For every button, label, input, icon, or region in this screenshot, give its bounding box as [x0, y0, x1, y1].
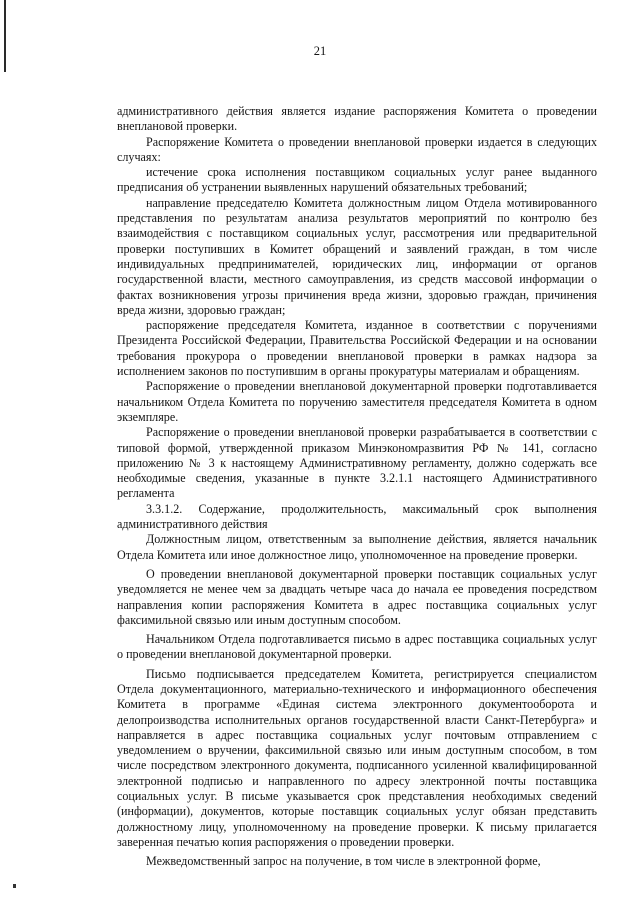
- paragraph: административного действия является издание распоряжения Комитета о проведении внеплановой проверки.: [117, 104, 597, 134]
- paragraph: Распоряжение о проведении внеплановой проверки разрабатывается в соответствии с типовой формой, утвержденной приказом Минэкономразвития РФ № 141, согласно приложению № 3 к настоящему Административному регламенту, должно содержать все необходимые сведения, указанные в пункте 3.2.1.1 настоящего Административного регламента: [117, 425, 597, 501]
- paragraph: Письмо подписывается председателем Комитета, регистрируется специалистом Отдела документационного, материально-технического и информационного обеспечения Комитета в программе «Единая система электронного документооборота и делопроизводства исполнительных органов государственной власти Санкт-Петербурга» и направляется в адрес поставщика социальных услуг почтовым отправлением с уведомлением о вручении, факсимильной связью или иным доступным способом, в том числе посредством электронного документа, подписанного усиленной квалифицированной электронной подписью и направленного по адресу электронной почты поставщика социальных услуг. В письме указывается срок представления необходимых сведений (информации), документов, которые поставщик социальных услуг обязан представить должностному лицу, уполномоченному на проведение проверки. К письму прилагается заверенная печатью копия распоряжения о проведении проверки.: [117, 666, 597, 849]
- paragraph: направление председателю Комитета должностным лицом Отдела мотивированного представления по результатам анализа результатов мероприятий по контролю без взаимодействия с поставщиком социальных услуг, рассмотрения или предварительной проверки поступивших в Комитет обращений и заявлений граждан, в том числе индивидуальных предпринимателей, юридических лиц, информации от органов государственной власти, местного самоуправления, из средств массовой информации о фактах возникновения угрозы причинения вреда жизни, здоровью граждан, причинения вреда жизни, здоровью граждан;: [117, 195, 597, 317]
- paragraph: Межведомственный запрос на получение, в том числе в электронной форме,: [146, 854, 541, 869]
- scan-page-edge: [4, 0, 6, 72]
- document-body: [117, 104, 597, 870]
- page-number: 21: [313, 44, 327, 58]
- paragraph: Распоряжение Комитета о проведении внеплановой проверки издается в следующих случаях:: [117, 134, 597, 164]
- paragraph: Начальником Отдела подготавливается письмо в адрес поставщика социальных услуг о проведении внеплановой документарной проверки.: [117, 632, 597, 662]
- section-heading: 3.3.1.2. Содержание, продолжительность, максимальный срок выполнения административного действия: [117, 501, 597, 532]
- paragraph: Распоряжение о проведении внеплановой документарной проверки подготавливается начальником Отдела Комитета по поручению заместителя председателя Комитета в одном экземпляре.: [117, 379, 597, 424]
- paragraph: О проведении внеплановой документарной проверки поставщик социальных услуг уведомляется не менее чем за двадцать четыре часа до начала ее проведения посредством направления копии распоряжения Комитета в адрес поставщика социальных услуг факсимильной связью или иным доступным способом.: [117, 566, 597, 627]
- paragraph: Должностным лицом, ответственным за выполнение действия, является начальник Отдела Комитета или иное должностное лицо, уполномоченное на проведение проверки.: [117, 532, 597, 562]
- paragraph: распоряжение председателя Комитета, изданное в соответствии с поручениями Президента Российской Федерации, Правительства Российской Федерации и на основании требования прокурора о проведении внеплановой проверки в рамках надзора за исполнением законов по поступившим в органы прокуратуры материалам и обращениям.: [117, 318, 597, 379]
- scan-mark: [13, 884, 16, 888]
- paragraph: истечение срока исполнения поставщиком социальных услуг ранее выданного предписания об устранении выявленных нарушений обязательных требований;: [117, 165, 597, 195]
